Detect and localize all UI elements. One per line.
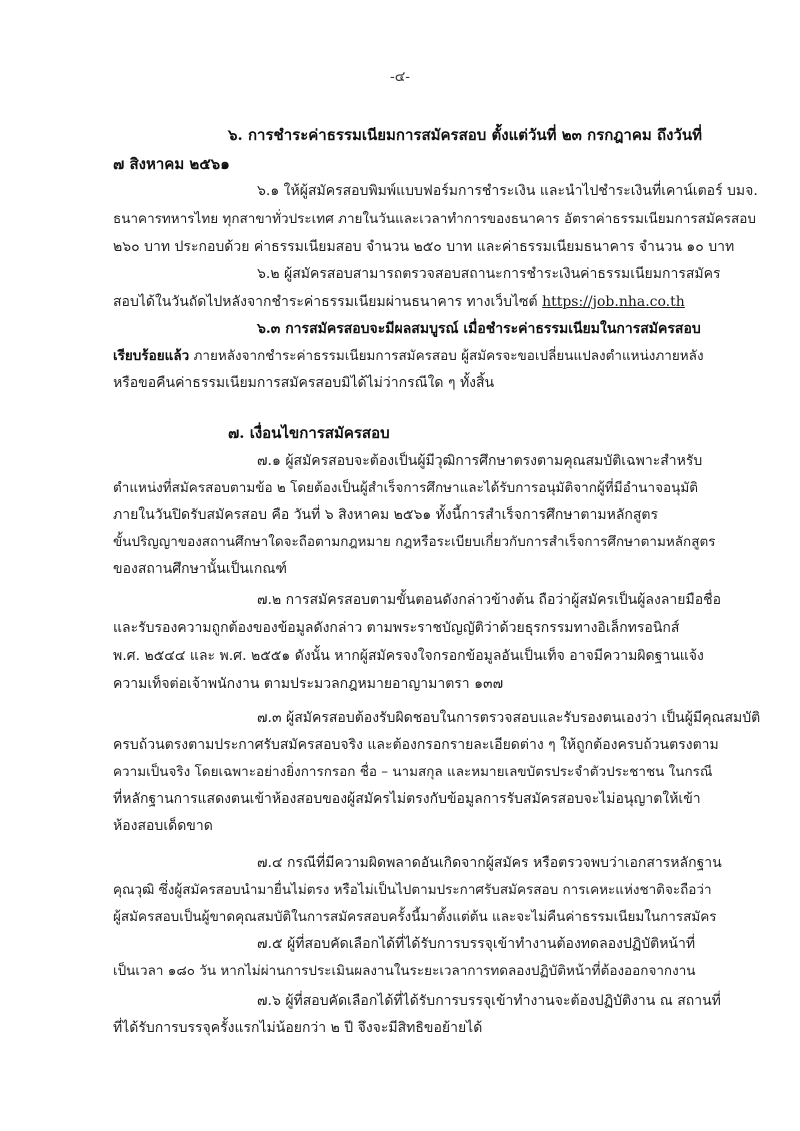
job-website-link[interactable]: https://job.nha.co.th (542, 294, 685, 310)
clause-7-2-line-1: ๗.๒ การสมัครสอบตามขั้นตอนดังกล่าวข้างต้น ถือว่าผู้สมัครเป็นผู้ลงลายมือชื่อ (257, 592, 722, 608)
clause-6-2-line-1: ๖.๒ ผู้สมัครสอบสามารถตรวจสอบสถานะการชำระเงินค่าธรรมเนียมการสมัคร (257, 266, 721, 282)
clause-7-4-line-1: ๗.๔ กรณีที่มีความผิดพลาดอันเกิดจากผู้สมัคร หรือตรวจพบว่าเอกสารหลักฐาน (257, 855, 722, 871)
clause-7-3-line-4: ที่หลักฐานการแสดงตนเข้าห้องสอบของผู้สมัครไม่ตรงกับข้อมูลการรับสมัครสอบจะไม่อนุญาตให้เข้า (113, 791, 701, 807)
section-7-heading: ๗. เงื่อนไขการสมัครสอบ (228, 424, 390, 442)
page-number: -๔- (389, 69, 411, 85)
clause-7-1-line-3: ภายในวันปิดรับสมัครสอบ คือ วันที่ ๖ สิงหาคม ๒๕๖๑ ทั้งนี้การสำเร็จการศึกษาตามหลักสูตร (113, 507, 659, 523)
clause-6-1-line-2: ธนาคารทหารไทย ทุกสาขาทั่วประเทศ ภายในวันและเวลาทำการของธนาคาร อัตราค่าธรรมเนียมการสมัครสอบ (113, 211, 756, 227)
clause-7-1-line-4: ขั้นปริญญาของสถานศึกษาใดจะถือตามกฎหมาย กฎหรือระเบียบเกี่ยวกับการสำเร็จการศึกษาตามหลักสูตร (113, 534, 716, 550)
clause-6-3-rest: ภายหลังจากชำระค่าธรรมเนียมการสมัครสอบ ผู้สมัครจะขอเปลี่ยนแปลงตำแหน่งภายหลัง (193, 348, 704, 364)
clause-7-2-line-4: ความเท็จต่อเจ้าพนักงาน ตามประมวลกฎหมายอาญามาตรา ๑๓๗ (113, 676, 504, 692)
clause-7-4-line-2: คุณวุฒิ ซึ่งผู้สมัครสอบนำมายื่นไม่ตรง หรือไม่เป็นไปตามประกาศรับสมัครสอบ การเคหะแห่งชาติจะถือว่า (113, 882, 712, 898)
clause-6-3-bold: เรียบร้อยแล้ว (113, 348, 190, 364)
clause-7-3-line-1: ๗.๓ ผู้สมัครสอบต้องรับผิดชอบในการตรวจสอบและรับรองตนเองว่า เป็นผู้มีคุณสมบัติ (257, 710, 761, 726)
clause-7-5-line-2: เป็นเวลา ๑๘๐ วัน หากไม่ผ่านการประเมินผลงานในระยะเวลาการทดลองปฏิบัติหน้าที่ต้องออกจากงาน (113, 963, 696, 979)
clause-7-1-line-5: ของสถานศึกษานั้นเป็นเกณฑ์ (113, 561, 287, 577)
clause-6-2-text: สอบได้ในวันถัดไปหลังจากชำระค่าธรรมเนียมผ่านธนาคาร ทางเว็บไซต์ (113, 294, 538, 310)
section-6-heading: ๖. การชำระค่าธรรมเนียมการสมัครสอบ ตั้งแต่วันที่ ๒๓ กรกฎาคม ถึงวันที่ (228, 126, 702, 144)
clause-6-1-line-3: ๒๖๐ บาท ประกอบด้วย ค่าธรรมเนียมสอบ จำนวน ๒๕๐ บาท และค่าธรรมเนียมธนาคาร จำนวน ๑๐ บาท (113, 239, 735, 255)
clause-6-3-line-3: หรือขอคืนค่าธรรมเนียมการสมัครสอบมิได้ไม่ว่ากรณีใด ๆ ทั้งสิ้น (113, 375, 495, 391)
clause-7-1-line-2: ตำแหน่งที่สมัครสอบตามข้อ ๒ โดยต้องเป็นผู้สำเร็จการศึกษาและได้รับการอนุมัติจากผู้ที่มีอำนาจอนุมัติ (113, 480, 699, 496)
clause-7-3-line-2: ครบถ้วนตรงตามประกาศรับสมัครสอบจริง และต้องกรอกรายละเอียดต่าง ๆ ให้ถูกต้องครบถ้วนตรงตาม (113, 737, 719, 753)
clause-7-5-line-1: ๗.๕ ผู้ที่สอบคัดเลือกได้ที่ได้รับการบรรจุเข้าทำงานต้องทดลองปฏิบัติหน้าที่ (257, 936, 696, 952)
clause-7-6-line-1: ๗.๖ ผู้ที่สอบคัดเลือกได้ที่ได้รับการบรรจุเข้าทำงานจะต้องปฏิบัติงาน ณ สถานที่ (257, 993, 721, 1009)
section-6-heading-cont: ๗ สิงหาคม ๒๕๖๑ (113, 155, 230, 173)
clause-7-6-line-2: ที่ได้รับการบรรจุครั้งแรกไม่น้อยกว่า ๒ ปี จึงจะมีสิทธิขอย้ายได้ (113, 1020, 483, 1036)
clause-7-3-line-3: ความเป็นจริง โดยเฉพาะอย่างยิ่งการกรอก ชื่อ – นามสกุล และหมายเลขบัตรประจำตัวประชาชน ในกรณี (113, 764, 713, 780)
clause-6-2-line-2 (113, 292, 685, 312)
clause-7-4-line-3: ผู้สมัครสอบเป็นผู้ขาดคุณสมบัติในการสมัครสอบครั้งนี้มาตั้งแต่ต้น และจะไม่คืนค่าธรรมเนียมในการสมัคร (113, 909, 717, 925)
clause-6-3-line-1: ๖.๓ การสมัครสอบจะมีผลสมบูรณ์ เมื่อชำระค่าธรรมเนียมในการสมัครสอบ (257, 321, 701, 337)
clause-7-1-line-1: ๗.๑ ผู้สมัครสอบจะต้องเป็นผู้มีวุฒิการศึกษาตรงตามคุณสมบัติเฉพาะสำหรับ (257, 453, 703, 469)
clause-7-2-line-2: และรับรองความถูกต้องของข้อมูลดังกล่าว ตามพระราชบัญญัติว่าด้วยธุรกรรมทางอิเล็กทรอนิกส์ (113, 620, 680, 636)
clause-7-3-line-5: ห้องสอบเด็ดขาด (113, 818, 213, 834)
clause-6-3-line-2 (113, 346, 704, 366)
clause-6-1-line-1: ๖.๑ ให้ผู้สมัครสอบพิมพ์แบบฟอร์มการชำระเงิน และนำไปชำระเงินที่เคาน์เตอร์ บมจ. (257, 183, 758, 199)
clause-7-2-line-3: พ.ศ. ๒๕๔๔ และ พ.ศ. ๒๕๕๑ ดังนั้น หากผู้สมัครจงใจกรอกข้อมูลอันเป็นเท็จ อาจมีความผิดฐานแจ้ง (113, 648, 704, 664)
